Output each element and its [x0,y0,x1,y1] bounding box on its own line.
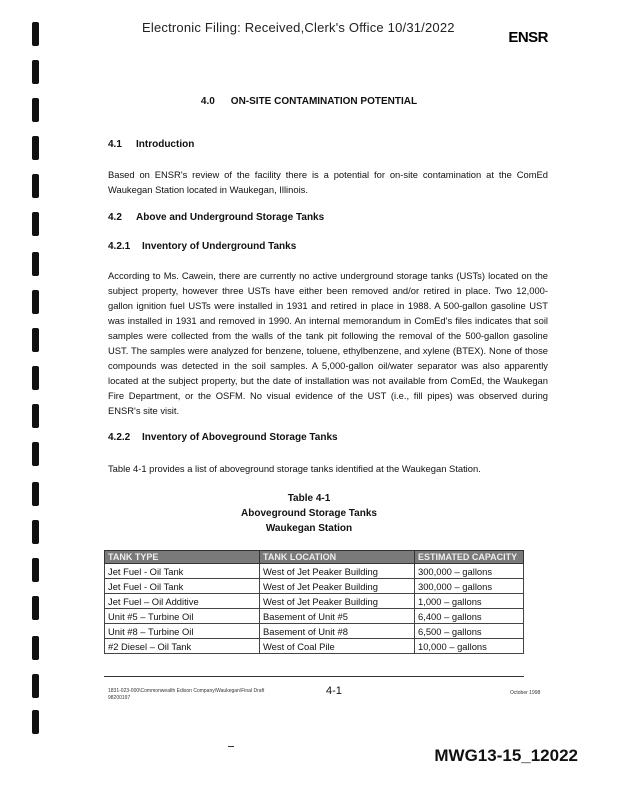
table-row [105,639,524,654]
table-cell: Basement of Unit #5 [260,609,415,624]
table-caption-number: Table 4-1 [287,493,331,504]
binder-hole-mark [32,136,39,160]
footer-number: 98200197 [108,695,131,701]
heading-4-2 [108,212,324,223]
table-caption-subtitle: Waukegan Station [265,523,353,534]
paragraph-underground-tanks: According to Ms. Cawein, there are currently no active underground storage tanks (USTs) located on the subject property, however three USTs have either been removed and/or retired in place. Two 12,000-gallon ignition fuel USTs were installed in 1931 and retired in place in 1988. A 500-gallon gasoline UST was installed in 1931 and removed in 1990. An internal memorandum in ComEd's files indicates that soil samples were collected from the walls of the tank pit following the removal of the 500-gallon gasoline UST. The samples were analyzed for benzene, toluene, ethylbenzene, and xylene (BTEX). None of those compounds was detected in the soil samples. A 5,000-gallon oil/water separator was also apparently located at the subject property, but the date of installation was not available from ComEd, the Waukegan Fire Department, or the OSFM. No visual evidence of the UST (i.e., fill pipes) was observed during ENSR's site visit. [108,270,548,416]
binder-hole-mark [32,328,39,352]
table-cell: West of Jet Peaker Building [260,594,415,609]
heading-number: 4.2.2 [108,432,131,443]
table-cell: 10,000 – gallons [415,639,524,654]
section-title-number: 4.0 [200,96,215,107]
table-cell: 300,000 – gallons [415,579,524,594]
page-number: 4-1 [326,685,342,697]
filing-stamp-header: Electronic Filing: Received,Clerk's Office 10/31/2022 [142,20,455,35]
heading-4-2-2 [108,432,338,443]
binder-hole-mark [32,290,39,314]
binder-hole-mark [32,212,39,236]
table-cell: Jet Fuel - Oil Tank [105,579,260,594]
table-row [105,564,524,579]
footer-path: 1831-023-000\Commonwealth Edison Company\Waukegan\Final Draft [108,688,265,694]
section-title-text: ON-SITE CONTAMINATION POTENTIAL [230,96,418,107]
footer-document-id [108,688,264,702]
heading-number: 4.2 [108,212,122,223]
footer-date: October 1998 [510,690,541,696]
table-cell: Basement of Unit #8 [260,624,415,639]
section-title [0,96,618,107]
table-row [105,594,524,609]
aboveground-tanks-table [104,550,524,654]
table-cell: 6,400 – gallons [415,609,524,624]
exhibit-stamp: MWG13-15_12022 [434,746,578,765]
table-cell: #2 Diesel – Oil Tank [105,639,260,654]
heading-number: 4.2.1 [108,241,131,252]
table-cell: 300,000 – gallons [415,564,524,579]
table-row [105,609,524,624]
column-header: ESTIMATED CAPACITY [415,551,524,564]
binder-hole-mark [32,60,39,84]
paragraph-aboveground-tanks: Table 4-1 provides a list of aboveground storage tanks identified at the Waukegan Station. [108,463,481,474]
binder-hole-mark [32,404,39,428]
table-header-row [105,551,524,564]
paragraph-introduction: Based on ENSR's review of the facility there is a potential for on-site contamination at the ComEd Waukegan Station located in Waukegan, Illinois. [108,169,548,195]
binder-hole-mark [32,174,39,198]
table-cell: West of Coal Pile [260,639,415,654]
table-caption-title: Aboveground Storage Tanks [241,508,377,519]
column-header: TANK TYPE [105,551,260,564]
table-row [105,579,524,594]
ensr-logo: ENSR [508,29,548,46]
table-caption [0,491,618,536]
binder-hole-mark [32,596,39,620]
binder-hole-mark [32,558,39,582]
heading-text: Introduction [136,139,195,150]
binder-hole-mark [32,252,39,276]
binder-hole-mark [32,636,39,660]
table-cell: West of Jet Peaker Building [260,564,415,579]
table-row [105,624,524,639]
table-cell: Jet Fuel – Oil Additive [105,594,260,609]
table-cell: Jet Fuel - Oil Tank [105,564,260,579]
binder-hole-mark [32,674,39,698]
heading-text: Above and Underground Storage Tanks [136,212,325,223]
heading-4-1 [108,139,194,150]
heading-text: Inventory of Aboveground Storage Tanks [142,432,338,443]
table-cell: Unit #8 – Turbine Oil [105,624,260,639]
heading-4-2-1 [108,241,296,252]
table-cell: 1,000 – gallons [415,594,524,609]
table-cell: West of Jet Peaker Building [260,579,415,594]
binder-hole-mark [32,710,39,734]
binder-hole-mark [32,22,39,46]
stray-mark [228,746,234,747]
table-cell: Unit #5 – Turbine Oil [105,609,260,624]
footer-rule [104,676,524,677]
heading-text: Inventory of Underground Tanks [142,241,297,252]
column-header: TANK LOCATION [260,551,415,564]
heading-number: 4.1 [108,139,122,150]
binder-hole-mark [32,442,39,466]
binder-hole-mark [32,366,39,390]
table-cell: 6,500 – gallons [415,624,524,639]
